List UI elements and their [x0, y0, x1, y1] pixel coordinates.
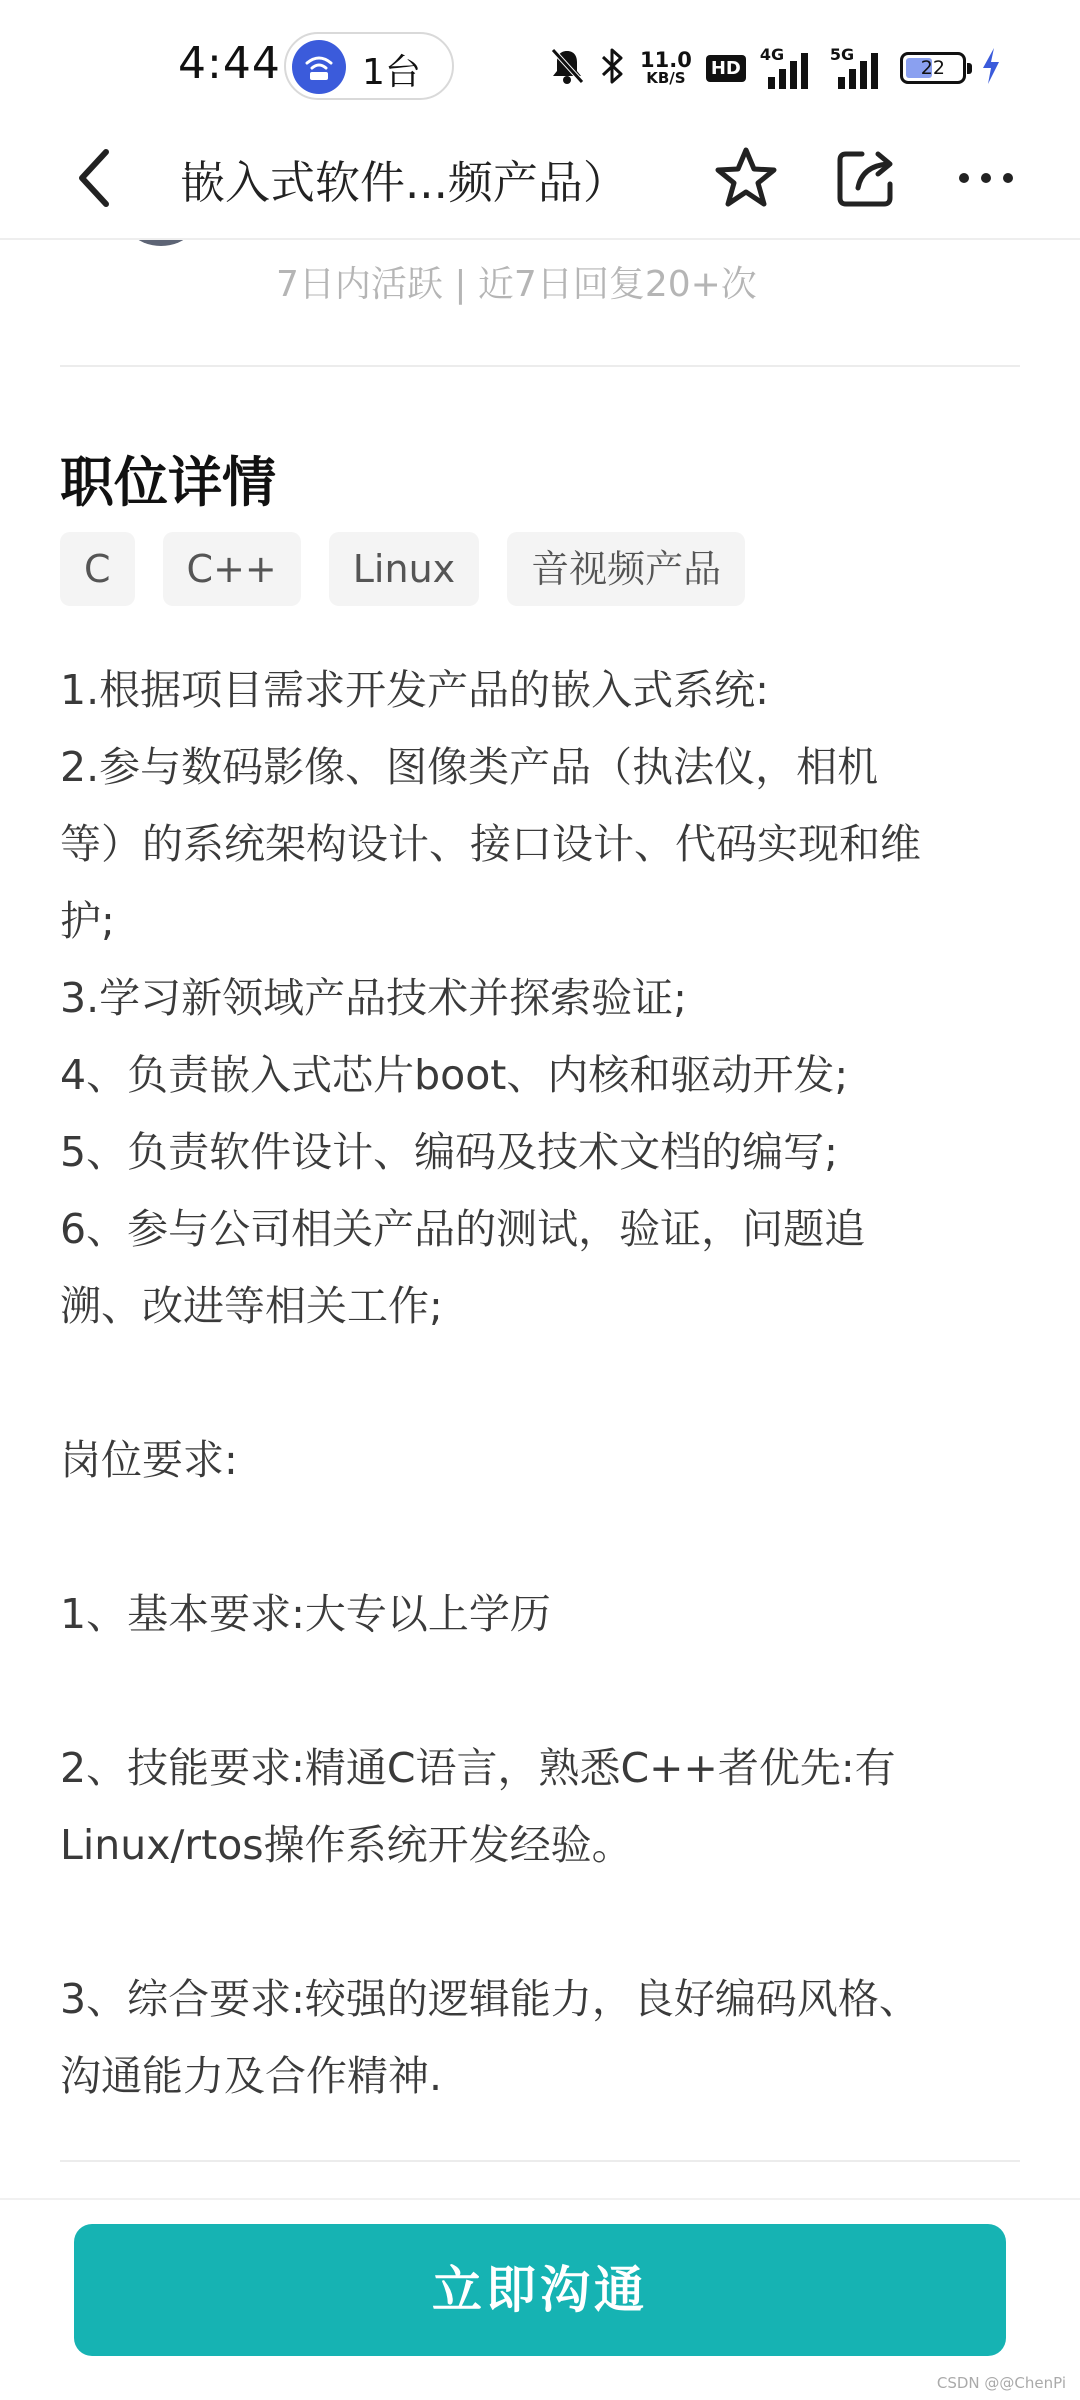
status-time: 4:44 [178, 38, 281, 89]
net-speed: 11.0 KB/S [640, 48, 692, 87]
battery-icon: 22 [900, 52, 966, 84]
job-description [60, 652, 1020, 2115]
bottom-action-bar [0, 2198, 1080, 2400]
description-line: 6、参与公司相关产品的测试，验证，问题追 [60, 1205, 866, 1253]
description-line [60, 1653, 1020, 1730]
status-icons [548, 40, 1002, 96]
device-count: 1台 [362, 52, 421, 93]
nav-bar [0, 118, 1080, 240]
chat-now-button[interactable]: 立即沟通 [74, 2224, 1006, 2356]
section-title-job-details: 职位详情 [60, 451, 276, 514]
description-line: 护; [60, 897, 115, 945]
share-icon [832, 144, 900, 212]
bluetooth-icon [600, 46, 626, 90]
skill-tag: Linux [329, 532, 479, 606]
mute-icon [548, 46, 586, 90]
status-bar [0, 0, 1080, 130]
description-line: 4、负责嵌入式芯片boot、内核和驱动开发; [60, 1051, 849, 1099]
star-icon [712, 144, 780, 212]
description-line: 2、技能要求:精通C语言，熟悉C++者优先:有 [60, 1744, 896, 1792]
chevron-left-icon [60, 140, 136, 216]
divider [60, 365, 1020, 367]
description-line: 1.根据项目需求开发产品的嵌入式系统: [60, 666, 769, 714]
page-title: 嵌入式软件...频产品） [180, 156, 628, 209]
description-line: 1、基本要求:大专以上学历 [60, 1590, 551, 1638]
hd-badge: HD [706, 55, 746, 82]
description-line: 3.学习新领域产品技术并探索验证; [60, 974, 687, 1022]
connected-devices-pill[interactable] [284, 32, 454, 100]
skill-tag: 音视频产品 [507, 532, 745, 606]
router-icon [292, 40, 346, 94]
description-line: 沟通能力及合作精神. [60, 2052, 443, 2100]
more-button[interactable] [940, 132, 1032, 224]
signal-4g-icon: 4G [760, 45, 816, 91]
favorite-button[interactable] [700, 132, 792, 224]
skill-tag: C++ [163, 532, 301, 606]
back-button[interactable] [60, 140, 136, 216]
description-line [60, 1884, 1020, 1961]
description-line: 等）的系统架构设计、接口设计、代码实现和维 [60, 820, 921, 868]
description-line [60, 1345, 1020, 1422]
watermark: CSDN @@ChenPi [936, 2374, 1066, 2392]
skill-tags [60, 532, 745, 606]
more-dots-icon [956, 168, 1016, 188]
signal-5g-icon: 5G [830, 45, 886, 91]
description-line: 5、负责软件设计、编码及技术文档的编写; [60, 1128, 838, 1176]
recruiter-activity: 7日内活跃 | 近7日回复20+次 [276, 264, 757, 305]
description-line: 3、综合要求:较强的逻辑能力，良好编码风格、 [60, 1975, 920, 2023]
description-line: 溯、改进等相关工作; [60, 1282, 443, 1330]
description-line [60, 1499, 1020, 1576]
divider [60, 2160, 1020, 2162]
charging-icon [980, 46, 1002, 90]
share-button[interactable] [820, 132, 912, 224]
description-line: Linux/rtos操作系统开发经验。 [60, 1821, 633, 1869]
description-line: 2.参与数码影像、图像类产品（执法仪，相机 [60, 743, 879, 791]
description-line: 岗位要求: [60, 1436, 238, 1484]
skill-tag: C [60, 532, 135, 606]
